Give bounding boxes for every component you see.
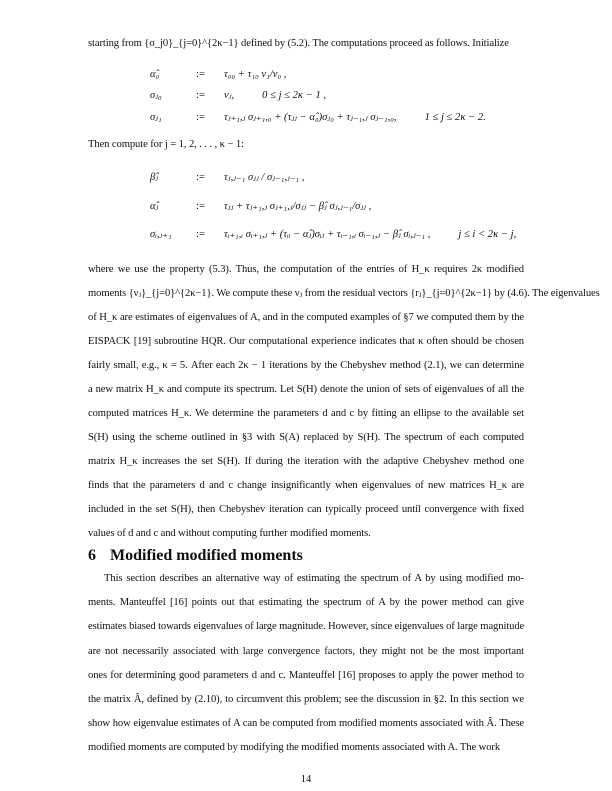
equation-rhs: τⱼⱼ + τⱼ₊₁,ⱼ σⱼ₊₁,ⱼ/σⱼⱼ − β̂ⱼ σⱼ,ⱼ₋₁/σⱼⱼ , [224,201,372,212]
text-line: EISPACK [19] subroutine HQR. Our computational experience indicates that κ often should be chosen [88,336,524,347]
equation [150,89,326,103]
then-text: Then compute for j = 1, 2, . . . , κ − 1: [88,139,244,150]
text-line: This section describes an alternative way of estimating the spectrum of A by using modified mo- [104,573,524,584]
text-line: are not necessarily associated with large convergence factors, they might not be the most important [88,645,524,657]
equation [150,68,286,82]
equation-op: := [196,229,205,240]
text-line: S(H) using the scheme outlined in §3 with S(A) replaced by S(H). The spectrum of each computed [88,432,524,443]
text-line: fairly small, e.g., κ = 5. After each 2κ − 1 iterations by the Chebyshev method (2.1), we can determine [88,360,524,371]
section-title: Modified modified moments [110,547,303,564]
equation-lhs: σⱼ₁ [150,112,162,123]
text-line: show how eigenvalue estimates of A can be computed from modified moments associated with Â. These [88,718,524,730]
text-line: included in the set S(H), then Chebyshev iteration can typically proceed until convergence with fixed [88,504,524,515]
equation-rhs: τ₀₀ + τ₁₀ ν₁/ν₀ , [224,69,287,80]
text-line: ments. Manteuffel [16] points out that estimating the spectrum of A by the power method can give [88,597,524,609]
text-line: matrix H_κ increases the set S(H). If during the iteration with the adaptive Chebyshev method one [88,456,524,467]
equation-op: := [196,172,205,183]
equation [150,228,516,242]
equation-rhs: τⱼ,ⱼ₋₁ σⱼⱼ / σⱼ₋₁,ⱼ₋₁ , [224,172,305,183]
text-line: moments {νⱼ}_{j=0}^{2κ−1}. We compute these νⱼ from the residual vectors {rⱼ}_{j=0}^{2κ−1} by (4.6). The eigenvalues [88,288,600,299]
section-heading [88,547,317,565]
text-line: a new matrix H_κ and compute its spectrum. Let S(H) denote the union of sets of eigenvalues of all the [88,384,524,395]
equation-lhs: α̂₀ [150,69,160,80]
equation [150,171,304,185]
equation-rhs: τᵢ₊₁,ᵢ σᵢ₊₁,ⱼ + (τᵢᵢ − α̂ⱼ)σᵢⱼ + τᵢ₋₁,ᵢ σᵢ₋₁,ⱼ − β̂ⱼ σᵢ,ⱼ₋₁ , [224,229,431,240]
page-number: 14 [300,774,312,785]
equation-cond: 1 ≤ j ≤ 2κ − 2. [424,112,486,123]
equation-lhs: α̂ⱼ [150,201,159,212]
text-line: finds that the parameters d and c change insignificantly when eigenvalues of new matrices H_κ are [88,480,524,491]
equation-op: := [196,201,205,212]
equation-op: := [196,90,205,101]
equation [150,200,371,214]
text-line: of H_κ are estimates of eigenvalues of A, and in the computed examples of §7 we computed them by the [88,312,524,323]
equation-op: := [196,112,205,123]
equation [150,111,486,125]
text-line: computed matrices H_κ. We determine the parameters d and c by fitting an ellipse to the available set [88,408,524,419]
equation-cond: j ≤ i < 2κ − j, [458,229,517,240]
equation-rhs: τⱼ₊₁,ⱼ σⱼ₊₁,₀ + (τⱼⱼ − α̂₀)σⱼ₀ + τⱼ₋₁,ⱼ σⱼ₋₁,₀, [224,112,397,123]
text-line: modified moments are computed by modifying the modified moments associated with A. The work [88,742,501,754]
text-line: the matrix Â, defined by (2.10), to circumvent this problem; see the discussion in §2. In this section we [88,694,524,705]
text-line: ones for determining good parameters d and c. Manteuffel [16] proposes to apply the power method to [88,669,524,681]
equation-lhs: σⱼ₀ [150,90,162,101]
equation-lhs: σᵢ,ⱼ₊₁ [150,229,172,240]
text-line: estimates biased towards eigenvalues of large magnitude. However, since eigenvalues of large magnitude [88,621,525,633]
text-line: where we use the property (5.3). Thus, the computation of the entries of H_κ requires 2κ modified [88,264,524,275]
equation-rhs: νⱼ, [224,90,235,101]
equation-cond: 0 ≤ j ≤ 2κ − 1 , [262,90,327,101]
text-line: values of d and c and without computing further modified moments. [88,528,371,539]
equation-op: := [196,69,205,80]
section-number: 6 [88,547,96,564]
intro-text: starting from {σ_j0}_{j=0}^{2κ−1} defined by (5.2). The computations proceed as follows. Initialize [88,38,509,49]
equation-lhs: β̂ⱼ [150,172,159,183]
